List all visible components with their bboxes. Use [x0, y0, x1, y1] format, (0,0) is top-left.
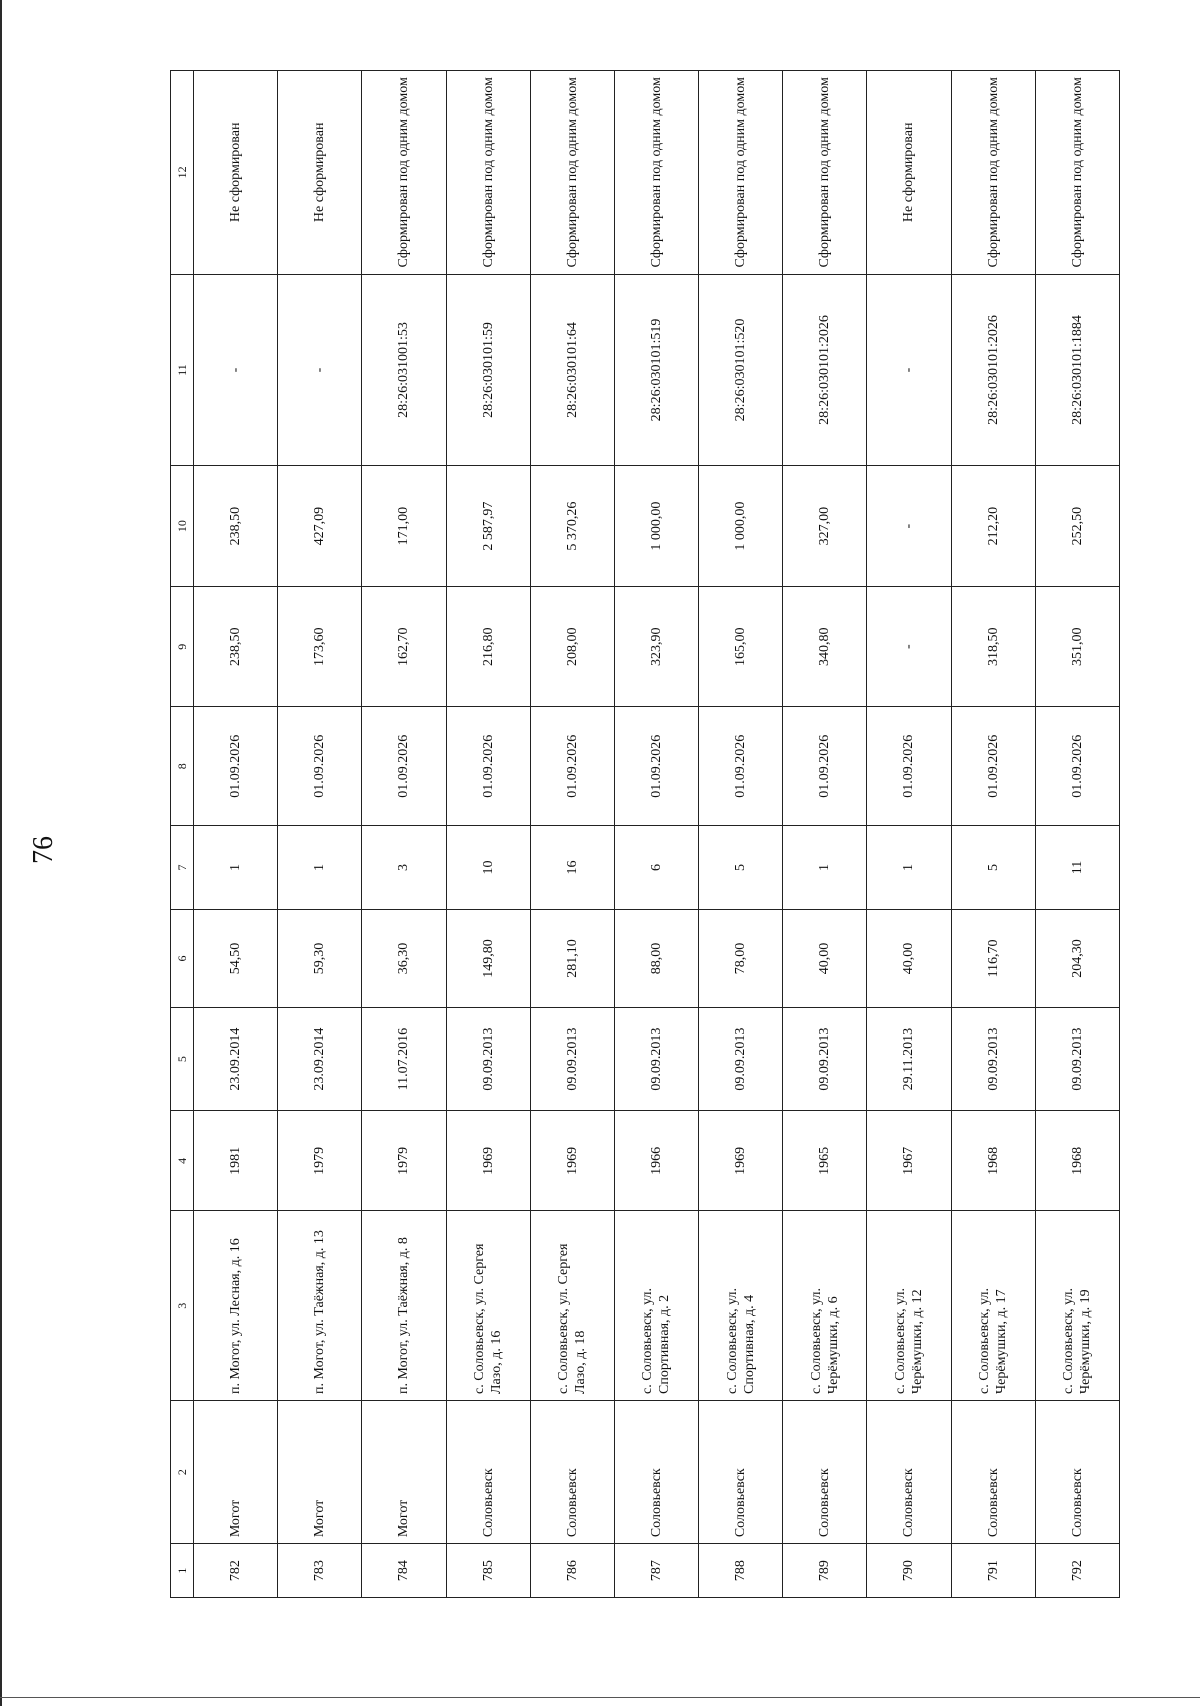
residents-cell: 5	[951, 825, 1035, 909]
build-year-cell: 1979	[362, 1111, 446, 1211]
build-year-cell: 1981	[194, 1111, 278, 1211]
land-value-cell: 5 370,26	[530, 466, 614, 587]
land-status-cell: Не сформирован	[867, 71, 951, 275]
cost-value-cell: 162,70	[362, 586, 446, 707]
column-header: 7	[171, 825, 194, 909]
build-year-cell: 1965	[783, 1111, 867, 1211]
resettlement-date-cell: 01.09.2026	[194, 707, 278, 825]
locality-cell: Могот	[194, 1400, 278, 1543]
survey-date-cell: 11.07.2016	[362, 1007, 446, 1110]
table-row	[446, 71, 530, 1598]
resettlement-date-cell: 01.09.2026	[446, 707, 530, 825]
address-cell: п. Могот, ул. Таёжная, д. 13	[278, 1211, 362, 1401]
residents-cell: 16	[530, 825, 614, 909]
build-year-cell: 1969	[446, 1111, 530, 1211]
locality-cell: Соловьевск	[867, 1400, 951, 1543]
build-year-cell: 1969	[530, 1111, 614, 1211]
area-cell: 40,00	[783, 909, 867, 1007]
area-cell: 54,50	[194, 909, 278, 1007]
row-number-cell: 782	[194, 1544, 278, 1598]
address-cell: с. Соловьевск, ул. Спортивная, д. 4	[699, 1211, 783, 1401]
address-cell: п. Могот, ул. Лесная, д. 16	[194, 1211, 278, 1401]
address-cell: с. Соловьевск, ул. Сергея Лазо, д. 16	[446, 1211, 530, 1401]
page-number: 76	[28, 836, 59, 864]
column-header: 1	[171, 1544, 194, 1598]
registry-table	[170, 70, 1120, 1598]
column-header: 6	[171, 909, 194, 1007]
row-number-cell: 785	[446, 1544, 530, 1598]
column-header: 9	[171, 586, 194, 707]
cost-value-cell: 323,90	[614, 586, 698, 707]
column-header: 10	[171, 466, 194, 587]
survey-date-cell: 23.09.2014	[278, 1007, 362, 1110]
table-row	[699, 71, 783, 1598]
residents-cell: 1	[783, 825, 867, 909]
area-cell: 59,30	[278, 909, 362, 1007]
survey-date-cell: 23.09.2014	[194, 1007, 278, 1110]
survey-date-cell: 09.09.2013	[530, 1007, 614, 1110]
cadastral-number-cell: -	[194, 274, 278, 466]
area-cell: 149,80	[446, 909, 530, 1007]
resettlement-date-cell: 01.09.2026	[614, 707, 698, 825]
locality-cell: Соловьевск	[530, 1400, 614, 1543]
survey-date-cell: 09.09.2013	[783, 1007, 867, 1110]
locality-cell: Могот	[278, 1400, 362, 1543]
land-status-cell: Не сформирован	[278, 71, 362, 275]
resettlement-date-cell: 01.09.2026	[783, 707, 867, 825]
resettlement-date-cell: 01.09.2026	[530, 707, 614, 825]
row-number-cell: 788	[699, 1544, 783, 1598]
cadastral-number-cell: 28:26:030101:1884	[1035, 274, 1119, 466]
row-number-cell: 784	[362, 1544, 446, 1598]
table-body	[194, 71, 1120, 1598]
column-header: 8	[171, 707, 194, 825]
address-cell: с. Соловьевск, ул. Черёмушки, д. 6	[783, 1211, 867, 1401]
row-number-cell: 789	[783, 1544, 867, 1598]
address-cell: с. Соловьевск, ул. Сергея Лазо, д. 18	[530, 1211, 614, 1401]
residents-cell: 5	[699, 825, 783, 909]
land-status-cell: Сформирован под одним домом	[1035, 71, 1119, 275]
locality-cell: Соловьевск	[699, 1400, 783, 1543]
address-cell: с. Соловьевск, ул. Черёмушки, д. 12	[867, 1211, 951, 1401]
address-cell: с. Соловьевск, ул. Черёмушки, д. 19	[1035, 1211, 1119, 1401]
land-status-cell: Сформирован под одним домом	[699, 71, 783, 275]
address-cell: с. Соловьевск, ул. Спортивная, д. 2	[614, 1211, 698, 1401]
land-value-cell: 252,50	[1035, 466, 1119, 587]
row-number-cell: 791	[951, 1544, 1035, 1598]
survey-date-cell: 09.09.2013	[1035, 1007, 1119, 1110]
survey-date-cell: 29.11.2013	[867, 1007, 951, 1110]
table-row	[530, 71, 614, 1598]
cadastral-number-cell: 28:26:030101:64	[530, 274, 614, 466]
page-left-edge	[0, 0, 2, 1706]
residents-cell: 1	[867, 825, 951, 909]
cost-value-cell: 238,50	[194, 586, 278, 707]
area-cell: 36,30	[362, 909, 446, 1007]
table-row	[362, 71, 446, 1598]
land-status-cell: Сформирован под одним домом	[530, 71, 614, 275]
cost-value-cell: -	[867, 586, 951, 707]
build-year-cell: 1966	[614, 1111, 698, 1211]
land-value-cell: 1 000,00	[614, 466, 698, 587]
page-bottom-edge	[0, 1697, 1200, 1698]
land-value-cell: 2 587,97	[446, 466, 530, 587]
residents-cell: 3	[362, 825, 446, 909]
resettlement-date-cell: 01.09.2026	[951, 707, 1035, 825]
address-cell: п. Могот, ул. Таёжная, д. 8	[362, 1211, 446, 1401]
resettlement-date-cell: 01.09.2026	[1035, 707, 1119, 825]
row-number-cell: 792	[1035, 1544, 1119, 1598]
residents-cell: 1	[278, 825, 362, 909]
area-cell: 40,00	[867, 909, 951, 1007]
survey-date-cell: 09.09.2013	[446, 1007, 530, 1110]
residents-cell: 10	[446, 825, 530, 909]
land-value-cell: 238,50	[194, 466, 278, 587]
residents-cell: 11	[1035, 825, 1119, 909]
residents-cell: 6	[614, 825, 698, 909]
cost-value-cell: 318,50	[951, 586, 1035, 707]
column-header: 12	[171, 71, 194, 275]
column-header: 2	[171, 1400, 194, 1543]
cadastral-number-cell: 28:26:030101:59	[446, 274, 530, 466]
build-year-cell: 1967	[867, 1111, 951, 1211]
resettlement-date-cell: 01.09.2026	[699, 707, 783, 825]
land-value-cell: 212,20	[951, 466, 1035, 587]
area-cell: 78,00	[699, 909, 783, 1007]
table-row	[1035, 71, 1119, 1598]
table-row	[867, 71, 951, 1598]
cadastral-number-cell: 28:26:030101:520	[699, 274, 783, 466]
cost-value-cell: 340,80	[783, 586, 867, 707]
area-cell: 88,00	[614, 909, 698, 1007]
cost-value-cell: 165,00	[699, 586, 783, 707]
table-row	[783, 71, 867, 1598]
residents-cell: 1	[194, 825, 278, 909]
column-header: 3	[171, 1211, 194, 1401]
resettlement-date-cell: 01.09.2026	[867, 707, 951, 825]
locality-cell: Соловьевск	[951, 1400, 1035, 1543]
area-cell: 281,10	[530, 909, 614, 1007]
cadastral-number-cell: 28:26:030101:519	[614, 274, 698, 466]
row-number-cell: 786	[530, 1544, 614, 1598]
locality-cell: Соловьевск	[783, 1400, 867, 1543]
header-row	[171, 71, 194, 1598]
address-cell: с. Соловьевск, ул. Черёмушки, д. 17	[951, 1211, 1035, 1401]
table-row	[194, 71, 278, 1598]
land-status-cell: Сформирован под одним домом	[362, 71, 446, 275]
column-header: 5	[171, 1007, 194, 1110]
row-number-cell: 790	[867, 1544, 951, 1598]
cost-value-cell: 216,80	[446, 586, 530, 707]
build-year-cell: 1979	[278, 1111, 362, 1211]
cadastral-number-cell: 28:26:031001:53	[362, 274, 446, 466]
survey-date-cell: 09.09.2013	[951, 1007, 1035, 1110]
cost-value-cell: 208,00	[530, 586, 614, 707]
build-year-cell: 1968	[1035, 1111, 1119, 1211]
cadastral-number-cell: -	[278, 274, 362, 466]
column-header: 4	[171, 1111, 194, 1211]
cadastral-number-cell: -	[867, 274, 951, 466]
area-cell: 116,70	[951, 909, 1035, 1007]
land-status-cell: Сформирован под одним домом	[614, 71, 698, 275]
resettlement-date-cell: 01.09.2026	[362, 707, 446, 825]
row-number-cell: 783	[278, 1544, 362, 1598]
column-header: 11	[171, 274, 194, 466]
land-status-cell: Сформирован под одним домом	[446, 71, 530, 275]
survey-date-cell: 09.09.2013	[699, 1007, 783, 1110]
cadastral-number-cell: 28:26:030101:2026	[783, 274, 867, 466]
cadastral-number-cell: 28:26:030101:2026	[951, 274, 1035, 466]
row-number-cell: 787	[614, 1544, 698, 1598]
locality-cell: Соловьевск	[614, 1400, 698, 1543]
cost-value-cell: 173,60	[278, 586, 362, 707]
land-value-cell: -	[867, 466, 951, 587]
registry-table-wrapper	[170, 70, 1120, 1598]
land-value-cell: 327,00	[783, 466, 867, 587]
locality-cell: Соловьевск	[1035, 1400, 1119, 1543]
cost-value-cell: 351,00	[1035, 586, 1119, 707]
land-status-cell: Не сформирован	[194, 71, 278, 275]
locality-cell: Могот	[362, 1400, 446, 1543]
build-year-cell: 1969	[699, 1111, 783, 1211]
land-status-cell: Сформирован под одним домом	[951, 71, 1035, 275]
resettlement-date-cell: 01.09.2026	[278, 707, 362, 825]
locality-cell: Соловьевск	[446, 1400, 530, 1543]
land-value-cell: 171,00	[362, 466, 446, 587]
area-cell: 204,30	[1035, 909, 1119, 1007]
land-value-cell: 427,09	[278, 466, 362, 587]
table-row	[278, 71, 362, 1598]
table-row	[614, 71, 698, 1598]
build-year-cell: 1968	[951, 1111, 1035, 1211]
land-status-cell: Сформирован под одним домом	[783, 71, 867, 275]
land-value-cell: 1 000,00	[699, 466, 783, 587]
table-row	[951, 71, 1035, 1598]
survey-date-cell: 09.09.2013	[614, 1007, 698, 1110]
